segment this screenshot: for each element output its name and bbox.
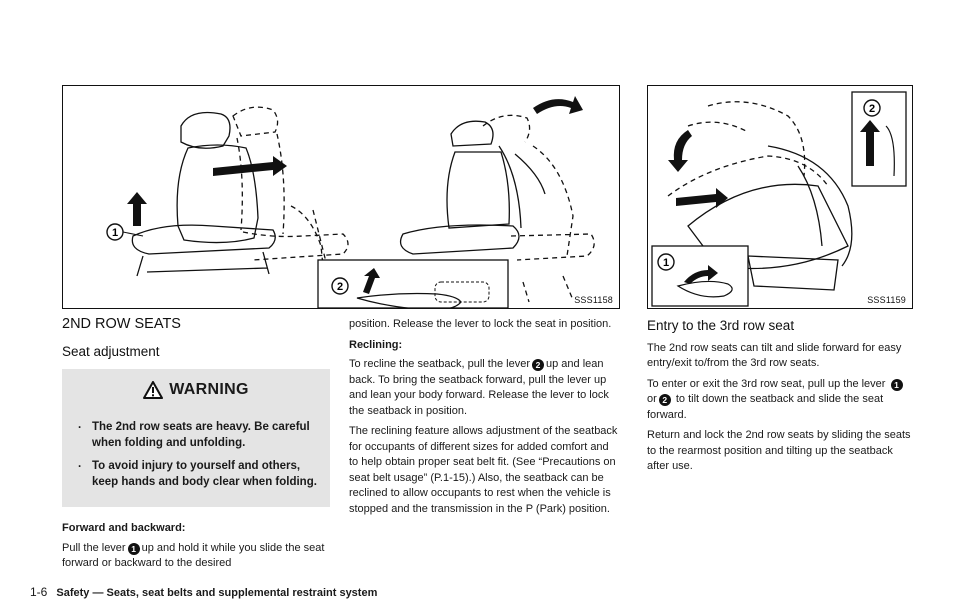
position-paragraph: position. Release the lever to lock the seat in position.: [349, 318, 612, 330]
page-number: 1-6: [30, 585, 48, 599]
forward-text-a: Pull the lever: [62, 541, 126, 554]
warning-header: [62, 369, 330, 411]
figure-3rd-row-entry: [647, 85, 913, 309]
callout-2-label-right: 2: [868, 103, 876, 115]
page-footer: [30, 585, 377, 599]
entry-text-or: or: [647, 393, 657, 405]
callout-2-label: 2: [336, 281, 344, 293]
callout-1-label: 1: [111, 227, 119, 239]
reclining-text-a: To recline the seatback, pull the lever: [349, 358, 530, 370]
figure-seat-adjustment: [62, 85, 620, 309]
callout-2-marker: 2: [532, 359, 544, 371]
seat-adjustment-illustration: [63, 86, 620, 309]
entry-paragraph-1: The 2nd row seats can tilt and slide forward for easy entry/exit to/from the 3rd row seats.: [647, 341, 902, 369]
column-2: [349, 317, 619, 522]
column-1: [62, 317, 330, 577]
forward-heading: Forward and backward:: [62, 522, 186, 534]
callout-1-marker: 1: [891, 379, 903, 391]
reclining-heading: Reclining:: [349, 338, 403, 351]
forward-text-b: up and hold it while you slide the seat forward or backward to the desired: [62, 541, 325, 569]
warning-list: [62, 411, 330, 507]
reclining-paragraph: [349, 357, 619, 419]
figure-code-left: SSS1158: [574, 295, 613, 305]
warning-title: WARNING: [169, 381, 249, 399]
figure-code-right: SSS1159: [867, 295, 906, 305]
entry-text-a: To enter or exit the 3rd row seat, pull up the lever: [647, 377, 886, 390]
3rd-row-entry-illustration: [648, 86, 913, 309]
warning-box: [62, 369, 330, 507]
entry-title: Entry to the 3rd row seat: [647, 318, 795, 333]
subsection-title: Seat adjustment: [62, 343, 160, 359]
forward-paragraph: [62, 541, 330, 572]
callout-1-label-right: 1: [662, 257, 670, 269]
section-title: 2ND ROW SEATS: [62, 316, 181, 332]
entry-paragraph-3: Return and lock the 2nd row seats by sliding the seats to the rearmost position and tilting up the seatback after use.: [647, 429, 911, 472]
reclining-text-b: up and lean back. To bring the seatback forward, pull the lever up and lean your body forward. Release the lever to lock the seatback in position.: [349, 358, 609, 417]
callout-1-marker: 1: [128, 543, 140, 555]
warning-item: . To avoid injury to yourself and others, keep hands and body clear when folding.: [72, 458, 320, 490]
callout-2-marker: 2: [659, 394, 671, 406]
warning-triangle-icon: [143, 381, 163, 399]
column-3: [647, 318, 913, 480]
warning-item: . The 2nd row seats are heavy. Be careful when folding and unfolding.: [72, 419, 320, 451]
reclining-feature-paragraph: The reclining feature allows adjustment of the seatback for occupants of different sizes for added comfort and to help obtain proper seat belt fit. (See “Precautions on seat belt usage” (P.1-15).) Also, the seatback can be reclined to allow occupants to rest when the vehicle is stopped and the transmission in the P (Park) position.: [349, 425, 618, 515]
entry-text-b: to tilt down the seatback and slide the seat forward.: [647, 393, 884, 421]
footer-title: Safety — Seats, seat belts and supplemental restraint system: [56, 587, 378, 599]
entry-paragraph-2: [647, 377, 913, 424]
